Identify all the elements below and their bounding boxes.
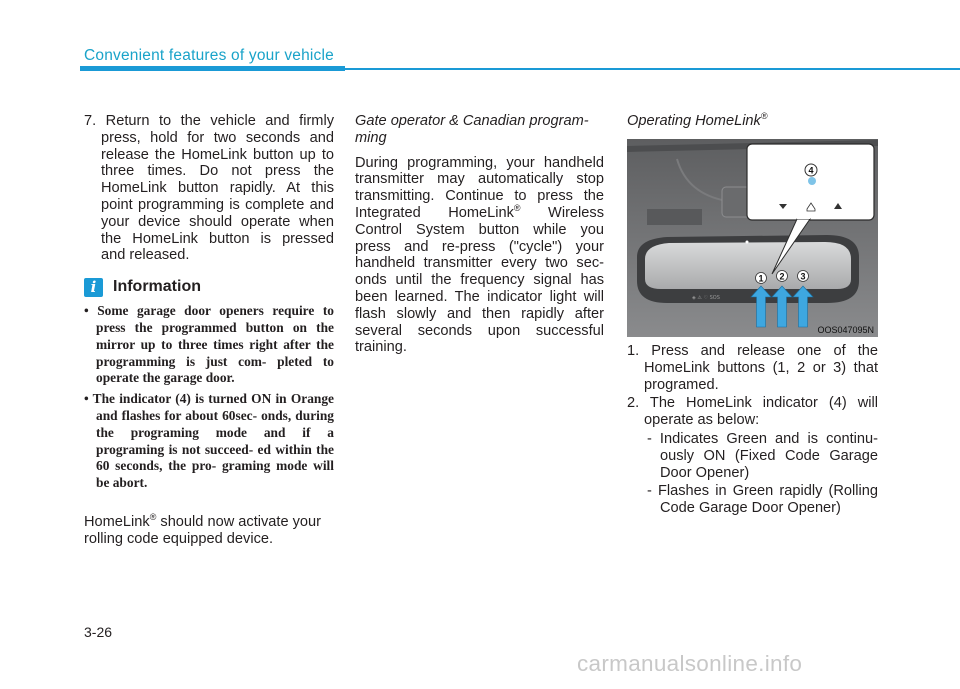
step-1: 1. Press and release one of the HomeLink buttons (1, 2 or 3) that programed.	[627, 343, 878, 393]
registered-mark: ®	[760, 111, 768, 122]
info-bullets	[84, 303, 334, 492]
figure-number-3: 3	[800, 271, 806, 282]
figure-code-label: OOS047095N	[817, 325, 874, 335]
registered-mark: ®	[513, 203, 521, 214]
header-bar-thick	[80, 66, 345, 71]
info-icon: i	[84, 278, 103, 297]
header-bar-thin	[345, 68, 960, 70]
button-marker-1	[756, 273, 767, 284]
gate-operator-heading: Gate operator & Canadian program- ming	[355, 113, 589, 146]
watermark: carmanualsonline.info	[577, 651, 803, 676]
column-right-heading	[627, 113, 878, 138]
homelink-mirror-figure	[627, 139, 878, 337]
page-number: 3-26	[84, 624, 113, 640]
column-middle	[355, 113, 604, 356]
button-marker-2	[777, 271, 788, 282]
gate-operator-body-b: Wireless Control System button while you press and re-press ("cycle") your handheld transmitter every two sec- onds until the frequency signal has been learned. The indicator light will flash slowly and then rapidly after several seconds upon successful training.	[355, 204, 604, 356]
homelink-activate-text	[84, 514, 334, 548]
column-right-steps	[627, 343, 878, 519]
figure-number-1: 1	[758, 273, 764, 284]
header-title: Convenient features of your vehicle	[84, 47, 334, 64]
gate-operator-body	[355, 155, 604, 357]
indicator-green-flash: - Flashes in Green rapidly (Rolling Code Garage Door Opener)	[647, 483, 878, 517]
gate-operator-body-a: During programming, your handheld transmitter may automatically stop transmitting. Continue to press the Integrated HomeLink	[355, 154, 604, 221]
svg-text:◈ ⚠ ♡ SOS: ◈ ⚠ ♡ SOS	[692, 295, 720, 301]
step-2: 2. The HomeLink indicator (4) will operate as below:	[627, 395, 878, 429]
indicator-green-on: - Indicates Green and is continu- ously ON (Fixed Code Garage Door Opener)	[647, 430, 878, 481]
info-bullet-1: • Some garage door openers require to press the programmed button on the mirror up to three times right after the programming is just com- pleted to operate the garage door.	[84, 303, 334, 386]
button-marker-3	[798, 271, 809, 282]
figure-number-2: 2	[779, 271, 785, 282]
figure-number-4: 4	[808, 165, 814, 176]
operating-homelink-heading	[627, 113, 878, 130]
mirror-illustration	[627, 139, 878, 337]
info-heading	[84, 278, 334, 297]
column-left	[84, 113, 334, 562]
homelink-word: HomeLink	[84, 513, 150, 530]
homelink-activate-rest: should now activate your rolling code equipped device.	[84, 513, 322, 547]
info-title: Information	[113, 278, 201, 296]
step-7: 7. Return to the vehicle and firmly press, hold for two seconds and release the HomeLink button up to three times. Do not press the HomeLink button rapidly. At this point programming is complete and your device should operate when the HomeLink button is pressed and released.	[84, 113, 334, 264]
info-bullet-2: • The indicator (4) is turned ON in Orange and flashes for about 60sec- onds, during the programing mode and if a programing is not succeed- ed within the 60 seconds, the pro- graming mode will be abort.	[84, 391, 334, 491]
operating-homelink-title: Operating HomeLink	[627, 113, 761, 129]
registered-mark: ®	[149, 512, 157, 523]
